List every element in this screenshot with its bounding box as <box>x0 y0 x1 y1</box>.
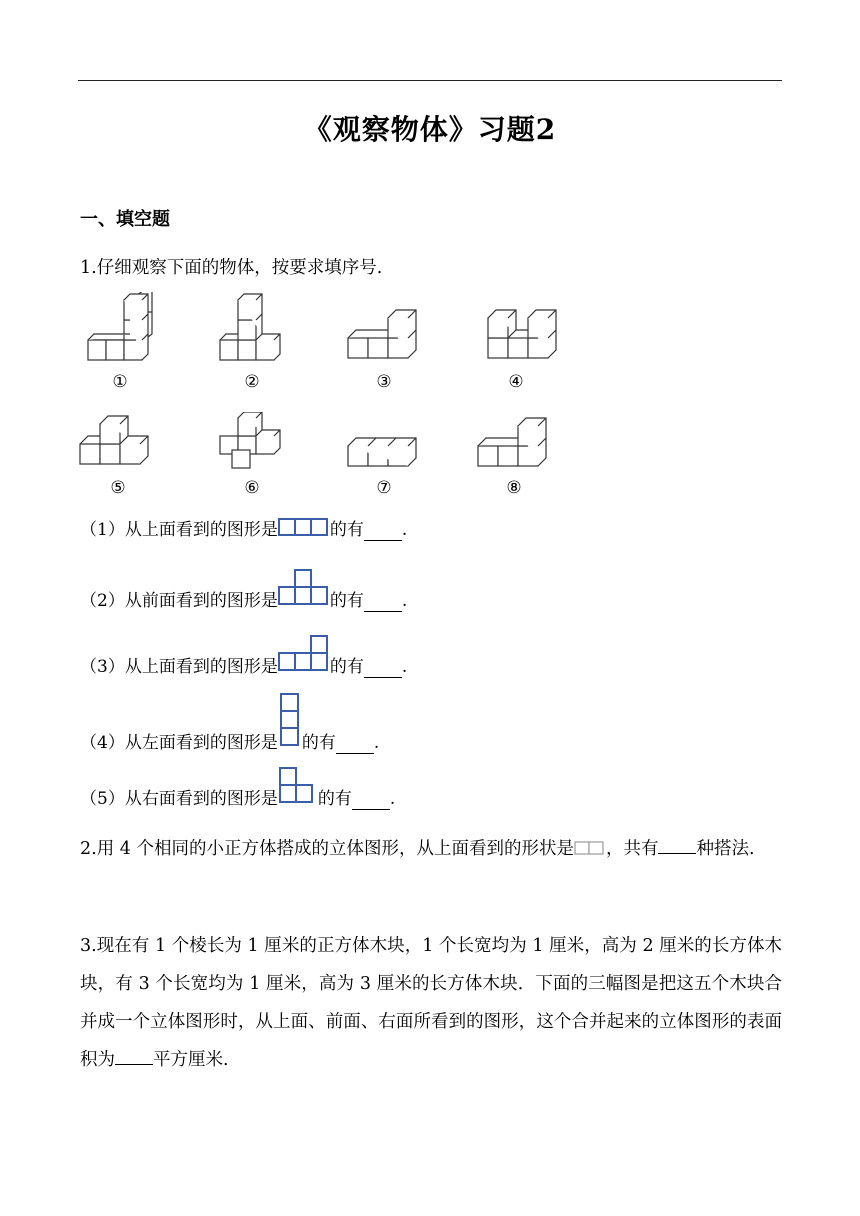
section-heading: 一、填空题 <box>80 209 170 230</box>
right-view-l-shape-icon <box>278 766 318 806</box>
figure-7-cubes <box>344 434 424 470</box>
sub-5-end: . <box>389 789 396 809</box>
sub-2-end: . <box>401 591 408 611</box>
sub-1-prefix: （1）从上面看到的图形是 <box>80 520 278 540</box>
q2-text-before: 2.用 4 个相同的小正方体搭成的立体图形，从上面看到的形状是 <box>80 839 574 859</box>
figure-4-label: ④ <box>508 372 524 392</box>
top-view-l-shape-icon <box>278 634 330 674</box>
q2-answer-blank[interactable] <box>658 836 696 854</box>
figure-8-label: ⑧ <box>506 478 522 498</box>
sub-4-end: . <box>373 733 380 753</box>
left-view-column-icon <box>278 692 302 750</box>
sub-2-prefix: （2）从前面看到的图形是 <box>80 591 278 611</box>
header-rule <box>78 80 782 81</box>
figure-6-label: ⑥ <box>244 478 260 498</box>
sub-1-answer-blank[interactable] <box>364 523 402 541</box>
figure-2-cubes <box>216 292 296 364</box>
question-1-stem: 1.仔细观察下面的物体，按要求填序号. <box>80 258 383 278</box>
question-1-sub-1 <box>80 515 407 541</box>
figure-3-cubes <box>344 306 424 362</box>
q3-text-end: 平方厘米. <box>153 1050 229 1070</box>
sub-4-suffix: 的有 <box>301 733 336 753</box>
sub-3-suffix: 的有 <box>329 657 364 677</box>
sub-5-prefix: （5）从右面看到的图形是 <box>80 789 278 809</box>
sub-5-answer-blank[interactable] <box>352 792 390 810</box>
sub-1-suffix: 的有 <box>329 520 364 540</box>
q3-text: 3.现在有 1 个棱长为 1 厘米的正方体木块，1 个长宽均为 1 厘米，高为 2 厘米的长方体木块，有 3 个长宽均为 1 厘米，高为 3 厘米的长方体木块．下面的三幅图是把这五个木块合并成一个立体图形时，从上面、前面、右面所看到的图形，这个合并起来的立体图形的表面积为 <box>80 936 782 1070</box>
sub-2-answer-blank[interactable] <box>364 594 402 612</box>
question-1-sub-2 <box>80 568 407 612</box>
front-view-t-shape-icon <box>278 568 330 608</box>
figure-3-label: ③ <box>376 372 392 392</box>
top-view-three-in-row-icon <box>278 515 330 537</box>
sub-3-prefix: （3）从上面看到的图形是 <box>80 657 278 677</box>
figure-5-cubes <box>76 412 160 468</box>
figure-1-label: ① <box>112 372 128 392</box>
q2-text-end: 种搭法. <box>696 839 755 859</box>
figure-5-label: ⑤ <box>110 478 126 498</box>
question-1-sub-4 <box>80 692 379 754</box>
sub-5-suffix: 的有 <box>317 789 352 809</box>
figure-8-cubes <box>474 414 554 470</box>
q2-text-after: ，共有 <box>605 839 659 859</box>
sub-3-end: . <box>401 657 408 677</box>
q3-answer-blank[interactable] <box>115 1047 153 1065</box>
question-1-sub-5 <box>80 766 395 810</box>
sub-2-suffix: 的有 <box>329 591 364 611</box>
figure-1-cubes <box>84 292 164 364</box>
question-3 <box>80 927 782 1079</box>
sub-3-answer-blank[interactable] <box>364 660 402 678</box>
top-view-two-squares-icon <box>574 840 606 856</box>
question-2 <box>80 830 782 868</box>
figure-2-label: ② <box>244 372 260 392</box>
sub-4-prefix: （4）从左面看到的图形是 <box>80 733 278 753</box>
sub-1-end: . <box>401 520 408 540</box>
figure-7-label: ⑦ <box>376 478 392 498</box>
sub-4-answer-blank[interactable] <box>336 736 374 754</box>
page-title: 《观察物体》习题2 <box>303 113 557 146</box>
figure-6-cubes <box>216 412 300 472</box>
question-1-sub-3 <box>80 634 407 678</box>
figure-4-cubes <box>484 306 564 362</box>
